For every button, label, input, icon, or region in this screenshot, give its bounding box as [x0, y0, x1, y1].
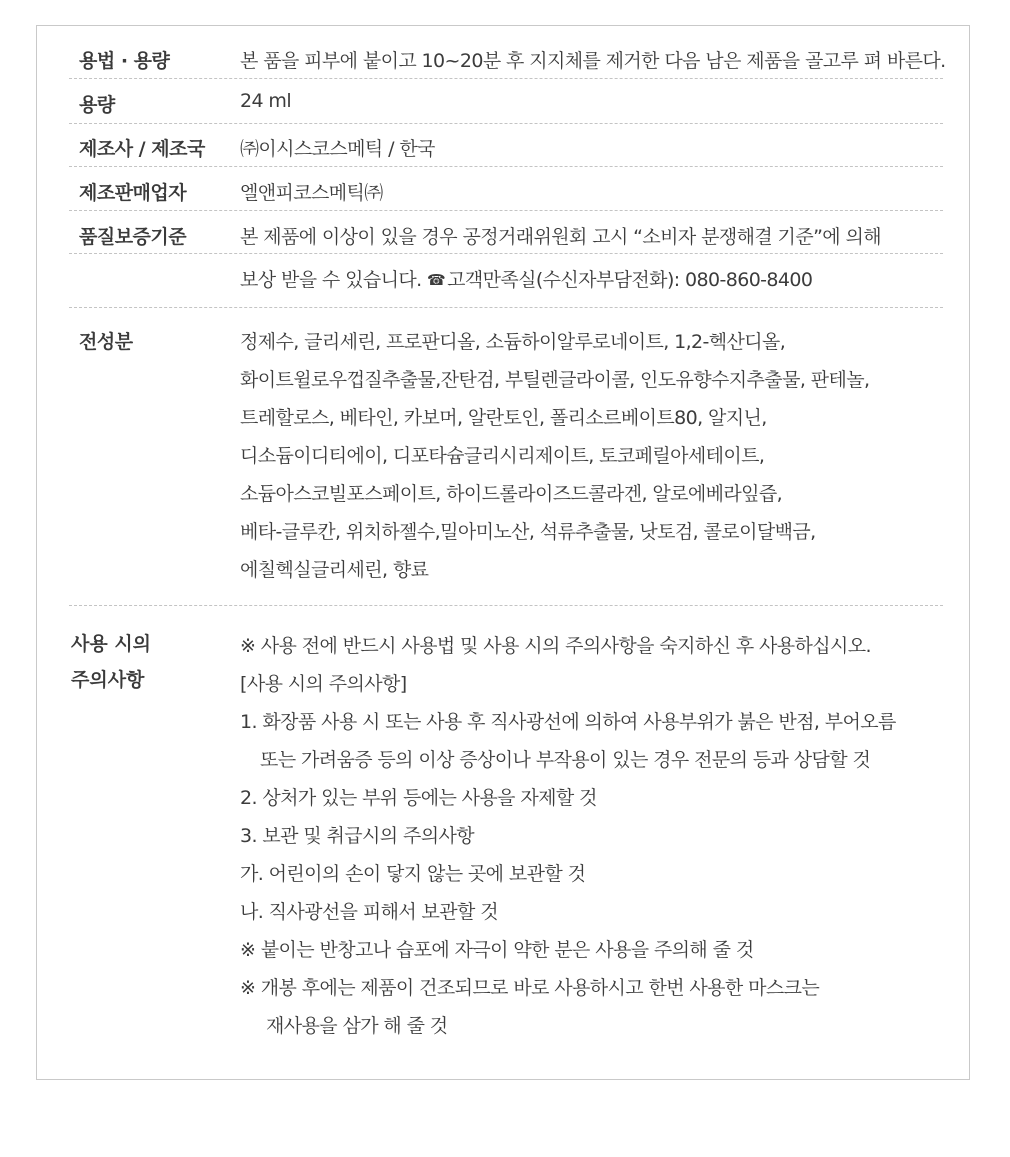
info-row-volume — [69, 78, 943, 124]
info-value: ㈜이시스코스메틱 / 한국 — [240, 138, 435, 160]
ingredients-line: 베타-글루칸, 위치하젤수,밀아미노산, 석류추출물, 낫토검, 콜로이달백금, — [240, 521, 816, 543]
caution-line: 재사용을 삼가 해 줄 것 — [266, 1015, 448, 1037]
info-row-distributor — [69, 166, 943, 211]
quality-line-2-suffix: 고객만족실(수신자부담전화): 080-860-8400 — [447, 269, 813, 291]
ingredients-line: 화이트윌로우껍질추출물,잔탄검, 부틸렌글라이콜, 인도유향수지추출물, 판테놀, — [240, 369, 870, 391]
ingredients-line: 정제수, 글리세린, 프로판디올, 소듐하이알루로네이트, 1,2-헥산디올, — [240, 331, 786, 353]
caution-label — [71, 626, 151, 698]
info-value: 24 ml — [240, 90, 292, 112]
quality-line-1: 본 제품에 이상이 있을 경우 공정거래위원회 고시 “소비자 분쟁해결 기준”에 의해 — [240, 226, 882, 248]
ingredients-line: 에칠헥실글리세린, 향료 — [240, 559, 429, 581]
info-label: 용법 · 용량 — [79, 50, 170, 72]
info-value: 엘앤피코스메틱㈜ — [240, 182, 383, 204]
info-row-ingredients — [69, 307, 943, 606]
caution-label-line: 주의사항 — [71, 669, 145, 691]
info-label: 용량 — [79, 94, 115, 116]
ingredients-line: 디소듐이디티에이, 디포타슘글리시리제이트, 토코페릴아세테이트, — [240, 445, 765, 467]
info-row-quality — [69, 210, 943, 254]
info-row-quality-cont — [69, 253, 943, 308]
ingredients-line: 소듐아스코빌포스페이트, 하이드롤라이즈드콜라겐, 알로에베라잎즙, — [240, 483, 783, 505]
caution-line: 또는 가려움증 등의 이상 증상이나 부작용이 있는 경우 전문의 등과 상담할 것 — [260, 749, 871, 771]
info-label: 제조판매업자 — [79, 182, 187, 204]
phone-icon: ☎ — [426, 271, 446, 289]
caution-line: 가. 어린이의 손이 닿지 않는 곳에 보관할 것 — [240, 863, 586, 885]
caution-line: ※ 개봉 후에는 제품이 건조되므로 바로 사용하시고 한번 사용한 마스크는 — [240, 977, 820, 999]
caution-label-line: 사용 시의 — [71, 633, 152, 655]
ingredients-line: 트레할로스, 베타인, 카보머, 알란토인, 폴리소르베이트80, 알지닌, — [240, 407, 767, 429]
info-value: 본 품을 피부에 붙이고 10~20분 후 지지체를 제거한 다음 남은 제품을 골고루 펴 바른다. — [240, 50, 946, 72]
caution-line: 1. 화장품 사용 시 또는 사용 후 직사광선에 의하여 사용부위가 붉은 반점, 부어오름 — [240, 711, 896, 733]
info-row-manufacturer — [69, 123, 943, 167]
caution-line: [사용 시의 주의사항] — [240, 673, 407, 695]
info-label: 품질보증기준 — [79, 226, 187, 248]
product-info-panel — [36, 25, 970, 1080]
ingredients-label: 전성분 — [79, 331, 133, 353]
caution-line: ※ 붙이는 반창고나 습포에 자극이 약한 분은 사용을 주의해 줄 것 — [240, 939, 754, 961]
caution-line: 나. 직사광선을 피해서 보관할 것 — [240, 901, 499, 923]
caution-line: 2. 상처가 있는 부위 등에는 사용을 자제할 것 — [240, 787, 597, 809]
caution-text — [240, 605, 940, 1045]
caution-line: 3. 보관 및 취급시의 주의사항 — [240, 825, 474, 847]
caution-line: ※ 사용 전에 반드시 사용법 및 사용 시의 주의사항을 숙지하신 후 사용하십시오. — [240, 635, 871, 657]
quality-line-2 — [240, 265, 812, 292]
quality-line-2-prefix: 보상 받을 수 있습니다. — [240, 269, 427, 291]
info-row-usage — [69, 40, 946, 79]
info-row-caution — [69, 605, 943, 1045]
info-label: 제조사 / 제조국 — [79, 138, 205, 160]
